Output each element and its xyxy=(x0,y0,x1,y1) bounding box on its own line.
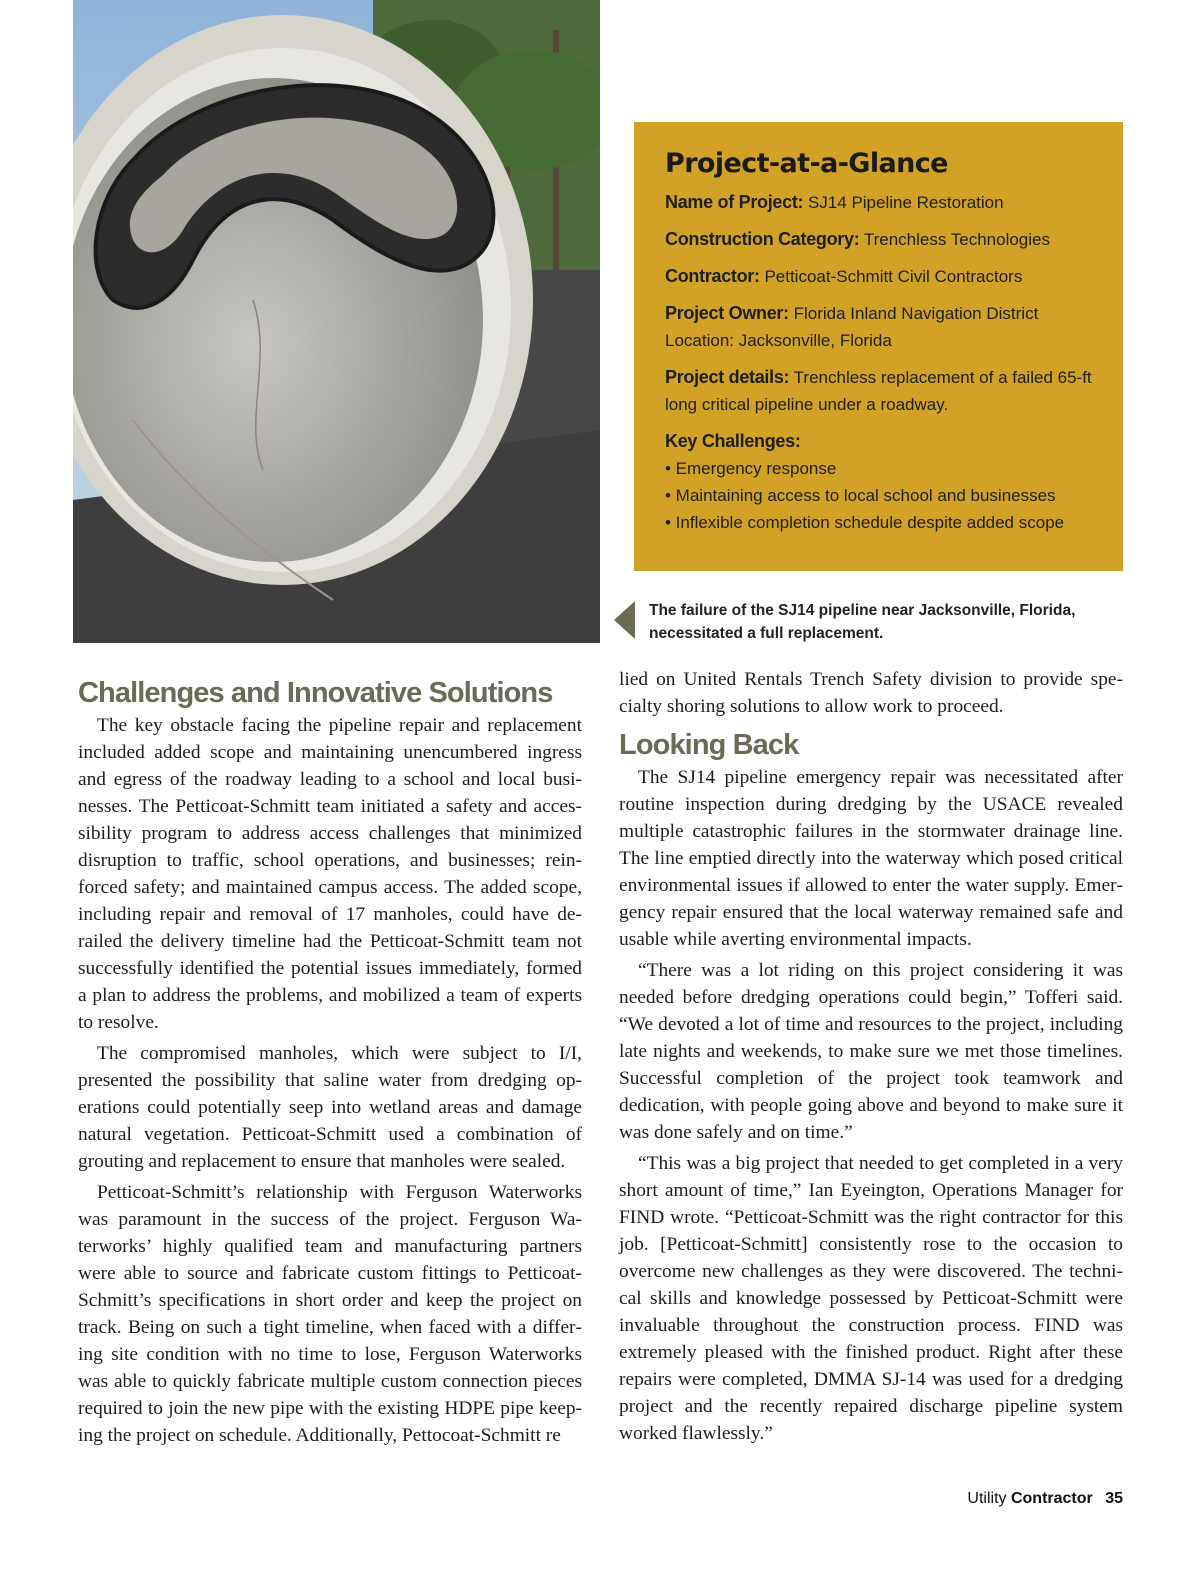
key-challenges-row xyxy=(665,428,1103,455)
project-name-label: Name of Project: xyxy=(665,192,804,212)
section-heading-looking-back: Looking Back xyxy=(619,729,799,761)
article-paragraph: “This was a big project that needed to get completed in a very short amount of time,” Ian Eyeington, Operations Manager for FIND wrote. “Petticoat-Schmitt was the right contractor for this job. [Petticoat-Schmitt] consistently rose to the occasion to overcome new challenges as they were discovered. The technical skills and knowledge possessed by Petticoat-Schmitt were invaluable throughout the construction process. FIND was extremely pleased with the finished product. Right after these repairs were completed, DMMA SJ-14 was used for a dredging project and the recently repaired discharge pipeline system worked flawlessly.” xyxy=(619,1153,1123,1444)
article-paragraph: The SJ14 pipeline emergency repair was necessitated after routine inspection during dredging by the USACE revealed multiple catastrophic failures in the stormwater drainage line. The line emptied directly into the waterway which posed critical environmental issues if allowed to enter the water supply. Emergency repair ensured that the local waterway remained safe and usable while averting environmental impacts. xyxy=(619,767,1123,950)
list-item: • Inflexible completion schedule despite added scope xyxy=(665,513,1065,532)
project-owner-label: Project Owner: xyxy=(665,303,789,323)
article-paragraph: The compromised manholes, which were subject to I/I, presented the possibility that saline water from dredging operations could potentially seep into wetland areas and damage natural vegetation. Petticoat-Schmitt used a combination of grouting and replacement to ensure that manholes were sealed. xyxy=(78,1043,582,1172)
project-details-row xyxy=(665,364,1103,418)
contractor-value: Petticoat-Schmitt Civil Contractors xyxy=(764,267,1023,286)
caption-text: The failure of the SJ14 pipeline near Jacksonville, Florida, necessitated a full replacement. xyxy=(649,602,1076,642)
location-row: Location: Jacksonville, Florida xyxy=(665,331,892,350)
magazine-brand-utility: Utility xyxy=(967,1490,1007,1507)
article-paragraph: “There was a lot riding on this project considering it was needed before dredging operations could begin,” Tofferi said. “We devoted a lot of time and resources to the project, including late nights and weekends, to make sure we met those timelines. Successful completion of the project took teamwork and dedication, with people going above and beyond to make sure it was done safely and on time.” xyxy=(619,960,1123,1143)
construction-category-label: Construction Category: xyxy=(665,229,860,249)
article-paragraph: Petticoat-Schmitt’s relationship with Ferguson Waterworks was paramount in the success of the project. Ferguson Waterworks’ highly qualified team and manufacturing partners were able to source and fabricate custom fittings to Petticoat-Schmitt’s specifications in short order and keep the project on track. Being on such a tight timeline, when faced with a differing site condition with no time to lose, Ferguson Waterworks was able to quickly fabricate multiple custom connection pieces required to join the new pipe with the existing HDPE pipe keeping the project on schedule. Additionally, Pettocoat-Schmitt re xyxy=(78,1182,582,1446)
construction-category-row xyxy=(665,226,1103,253)
page-number: 35 xyxy=(1105,1490,1123,1507)
glance-title: Project-at-a-Glance xyxy=(665,148,948,179)
article-paragraph-continuation: lied on United Rentals Trench Safety division to provide specialty shoring solutions to allow work to proceed. xyxy=(619,669,1123,717)
contractor-row xyxy=(665,263,1103,290)
project-details-label: Project details: xyxy=(665,367,790,387)
project-details-value: Trenchless replacement of a failed 65-ft long critical pipeline under a roadway. xyxy=(665,368,1092,414)
pipe-failure-photo xyxy=(73,0,600,643)
article-right-column xyxy=(619,666,1123,1451)
article-left-column xyxy=(78,674,582,1453)
magazine-brand-contractor: Contractor xyxy=(1010,1490,1093,1507)
project-owner-value: Florida Inland Navigation District xyxy=(793,304,1039,323)
key-challenges-list xyxy=(665,455,1103,536)
project-name-value: SJ14 Pipeline Restoration xyxy=(807,193,1004,212)
contractor-label: Contractor: xyxy=(665,266,760,286)
pipe-photo-illustration xyxy=(73,0,600,643)
construction-category-value: Trenchless Technologies xyxy=(863,230,1050,249)
project-at-a-glance-box xyxy=(634,122,1123,571)
photo-caption xyxy=(614,599,1134,645)
key-challenges-label: Key Challenges: xyxy=(665,431,801,451)
project-name-row xyxy=(665,189,1103,216)
list-item: • Maintaining access to local school and businesses xyxy=(665,486,1056,505)
article-paragraph: The key obstacle facing the pipeline repair and replacement included added scope and maintaining unencumbered ingress and egress of the roadway leading to a school and local businesses. The Petticoat-Schmitt team initiated a safety and accessibility program to address access challenges that minimized disruption to traffic, school operations, and businesses; reinforced safety; and maintained campus access. The added scope, including repair and removal of 17 manholes, could have derailed the delivery timeline had the Petticoat-Schmitt team not successfully identified the potential issues immediately, formed a plan to address the problems, and mobilized a team of experts to resolve. xyxy=(78,715,582,1033)
project-owner-row xyxy=(665,300,1103,327)
list-item: • Emergency response xyxy=(665,459,837,478)
section-heading-challenges: Challenges and Innovative Solutions xyxy=(78,677,553,709)
page-footer xyxy=(967,1490,1123,1508)
caption-arrow-icon xyxy=(614,601,635,639)
